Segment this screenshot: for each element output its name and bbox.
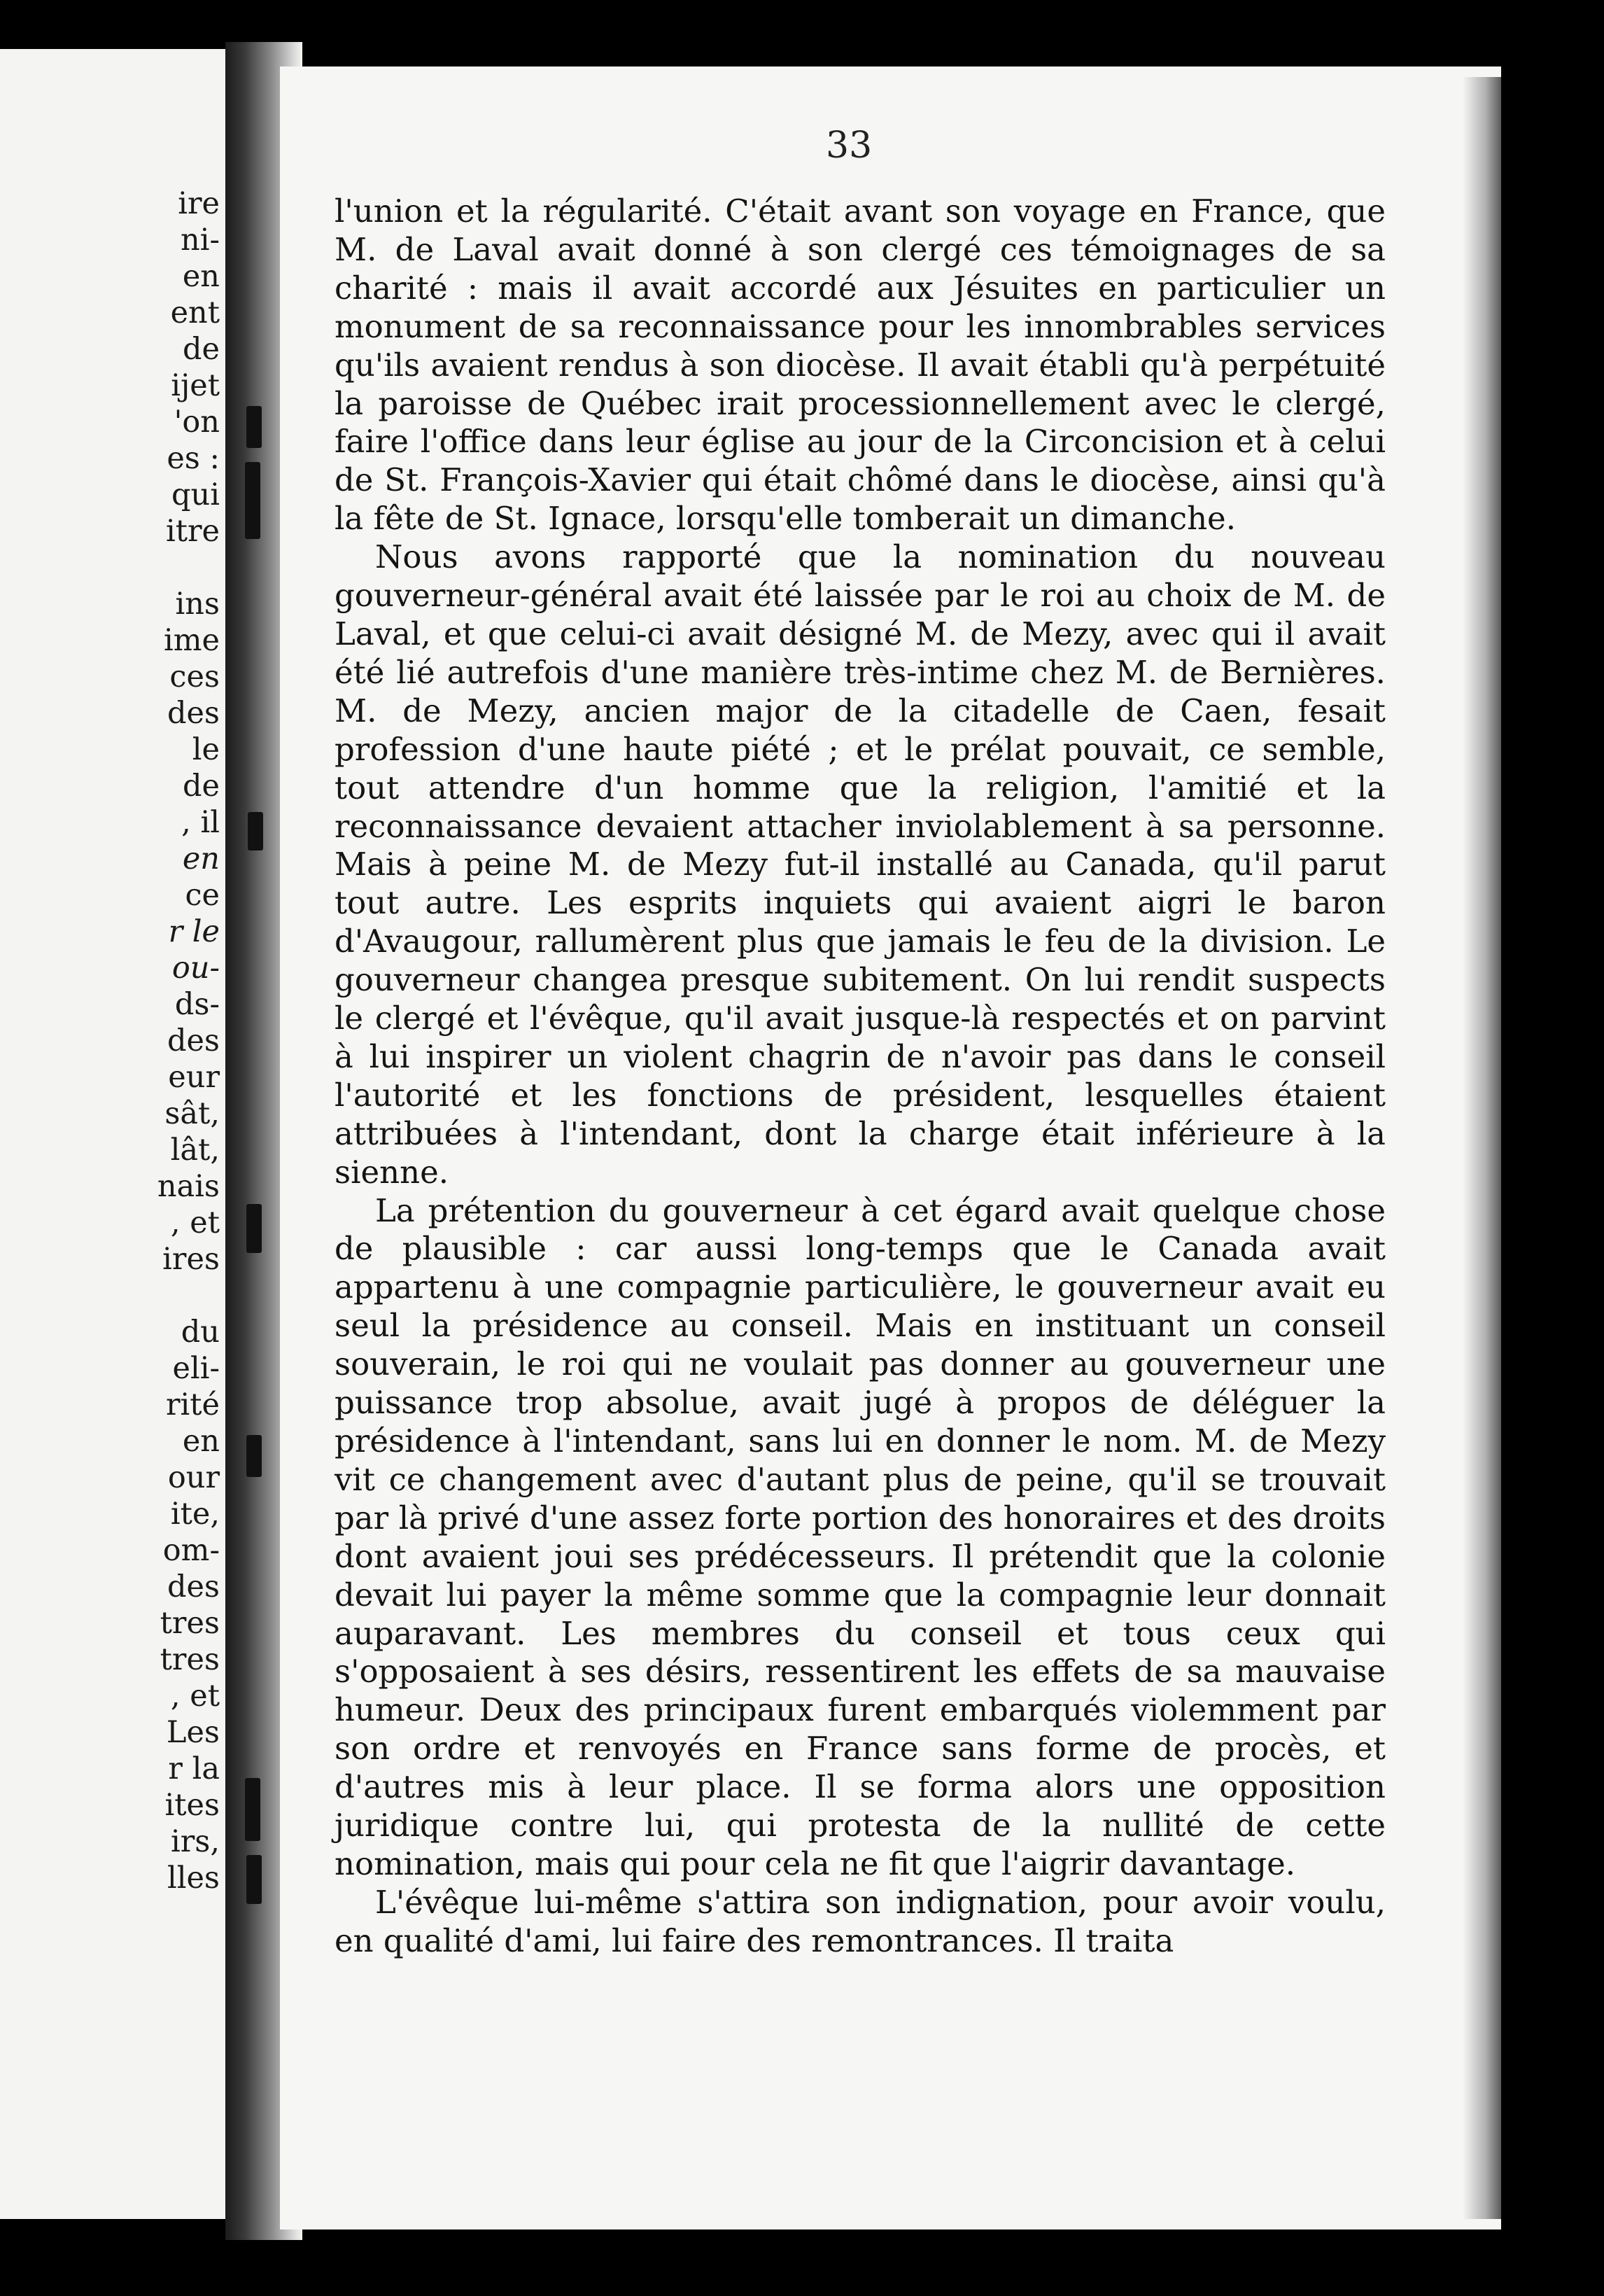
- left-page-line-fragment: ime: [164, 623, 220, 658]
- binding-stitch: [246, 1204, 262, 1253]
- left-page-line-fragment: nais: [157, 1169, 220, 1204]
- left-page-line-fragment: , et: [170, 1679, 220, 1714]
- left-page-line-fragment: ces: [169, 659, 220, 694]
- page-number: 33: [826, 125, 873, 167]
- binding-stitch: [245, 1778, 260, 1841]
- left-page-line-fragment: 'on: [174, 405, 220, 440]
- left-page-line-fragment: r le: [168, 914, 220, 949]
- binding-stitch: [248, 812, 263, 850]
- left-page-line-fragment: des: [167, 1569, 220, 1604]
- page-edge-shadow: [1463, 77, 1501, 2219]
- left-page-line-fragment: rité: [165, 1387, 220, 1422]
- left-page-line-fragment: irs,: [170, 1824, 220, 1859]
- left-page-line-fragment: itre: [165, 514, 220, 549]
- left-page-line-fragment: om-: [162, 1533, 220, 1568]
- left-page-line-fragment: du: [181, 1315, 220, 1350]
- left-page-line-fragment: eli-: [172, 1351, 220, 1386]
- binding-stitch: [246, 406, 262, 448]
- left-page-line-fragment: es :: [167, 441, 220, 476]
- left-page-line-fragment: lât,: [170, 1133, 220, 1168]
- left-page-line-fragment: tres: [160, 1606, 220, 1641]
- paragraph: La prétention du gouverneur à cet égard avait quelque chose de plausible : car aussi long-temps que le Canada avait appartenu à une compagnie particulière, le gouverneur avait eu seul la présidence au conseil. Mais en instituant un conseil souverain, le roi qui ne voulait pas donner au gouverneur une puissance trop absolue, avait jugé à propos de déléguer la présidence à l'intendant, sans lui en donner le nom. M. de Mezy vit ce changement avec d'autant plus de peine, qu'il se trouvait par là privé d'une assez forte portion des honoraires et des droits dont avaient joui ses prédécesseurs. Il prétendit que la colonie devait lui payer la même somme que la compagnie leur donnait auparavant. Les membres du conseil et tous ceux qui s'opposaient à ses désirs, ressentirent les effets de sa mauvaise humeur. Deux des principaux furent embarqués violemment par son ordre et renvoyés en France sans forme de procès, et d'autres mis à leur place. Il se forma alors une opposition juridique contre lui, qui protesta de la nullité de cette nomination, mais qui pour cela ne fit que l'aigrir davantage.: [335, 1191, 1386, 1882]
- left-page-line-fragment: le: [192, 732, 220, 767]
- left-page-line-fragment: ire: [178, 186, 220, 221]
- left-page-line-fragment: ites: [164, 1788, 220, 1823]
- left-page-line-fragment: ds-: [174, 987, 220, 1022]
- left-page-line-fragment: en: [182, 1424, 220, 1459]
- left-page-line-fragment: r la: [168, 1751, 220, 1786]
- binding-stitch: [246, 1855, 262, 1904]
- left-page-line-fragment: tres: [160, 1642, 220, 1677]
- body-text: [335, 192, 1386, 1961]
- left-page-line-fragment: our: [167, 1460, 220, 1495]
- paragraph: L'évêque lui-même s'attira son indignation, pour avoir voulu, en qualité d'ami, lui faire des remontrances. Il traita: [335, 1883, 1386, 1959]
- left-page-line-fragment: ent: [170, 295, 220, 330]
- left-page-line-fragment: qui: [171, 477, 220, 512]
- binding-stitch: [246, 1435, 262, 1477]
- left-page-line-fragment: , il: [181, 805, 220, 840]
- left-page-fragment: [0, 49, 225, 2219]
- left-page-line-fragment: en: [182, 259, 220, 294]
- left-page-line-fragment: sât,: [164, 1096, 220, 1131]
- left-page-line-fragment: ce: [185, 878, 220, 913]
- left-page-line-fragment: en: [182, 841, 220, 876]
- binding-stitch: [245, 462, 260, 539]
- left-page-line-fragment: lles: [167, 1861, 220, 1896]
- left-page-line-fragment: des: [167, 1023, 220, 1058]
- left-page-line-fragment: ni-: [181, 223, 220, 258]
- left-page-line-fragment: eur: [168, 1060, 220, 1095]
- left-page-line-fragment: ite,: [170, 1497, 220, 1532]
- left-page-line-fragment: de: [183, 332, 220, 367]
- left-page-line-fragment: , et: [170, 1205, 220, 1240]
- left-page-line-fragment: ijet: [171, 368, 220, 403]
- left-page-line-fragment: de: [183, 769, 220, 804]
- left-page-line-fragment: ires: [162, 1242, 220, 1277]
- paragraph: Nous avons rapporté que la nomination du nouveau gouverneur-général avait été laissée par le roi au choix de M. de Laval, et que celui-ci avait désigné M. de Mezy, avec qui il avait été lié autrefois d'une manière très-intime chez M. de Bernières. M. de Mezy, ancien major de la citadelle de Caen, fesait profession d'une haute piété ; et le prélat pouvait, ce semble, tout attendre d'un homme que la religion, l'amitié et la reconnaissance devaient attacher inviolablement à sa personne. Mais à peine M. de Mezy fut-il installé au Canada, qu'il parut tout autre. Les esprits inquiets qui avaient aigri le baron d'Avaugour, rallumèrent plus que jamais le feu de la division. Le gouverneur changea presque subitement. On lui rendit suspects le clergé et l'évêque, qu'il avait jusque-là respectés et on parvint à lui inspirer un violent chagrin de n'avoir pas dans le conseil l'autorité et les fonctions de président, lesquelles étaient attribuées à l'intendant, dont la charge était inférieure à la sienne.: [335, 538, 1386, 1191]
- left-page-line-fragment: des: [167, 696, 220, 731]
- left-page-line-fragment: Les: [166, 1715, 220, 1750]
- left-page-line-fragment: ins: [175, 587, 220, 622]
- paragraph: l'union et la régularité. C'était avant son voyage en France, que M. de Laval avait donné à son clergé ces témoignages de sa charité : mais il avait accordé aux Jésuites en particulier un monument de sa reconnaissance pour les innombrables services qu'ils avaient rendus à son diocèse. Il avait établi qu'à perpétuité la paroisse de Québec irait processionnellement avec le clergé, faire l'office dans leur église au jour de la Circoncision et à celui de St. François-Xavier qui était chômé dans le diocèse, ainsi qu'à la fête de St. Ignace, lorsqu'elle tomberait un dimanche.: [335, 192, 1386, 538]
- left-page-line-fragment: ou-: [171, 951, 220, 986]
